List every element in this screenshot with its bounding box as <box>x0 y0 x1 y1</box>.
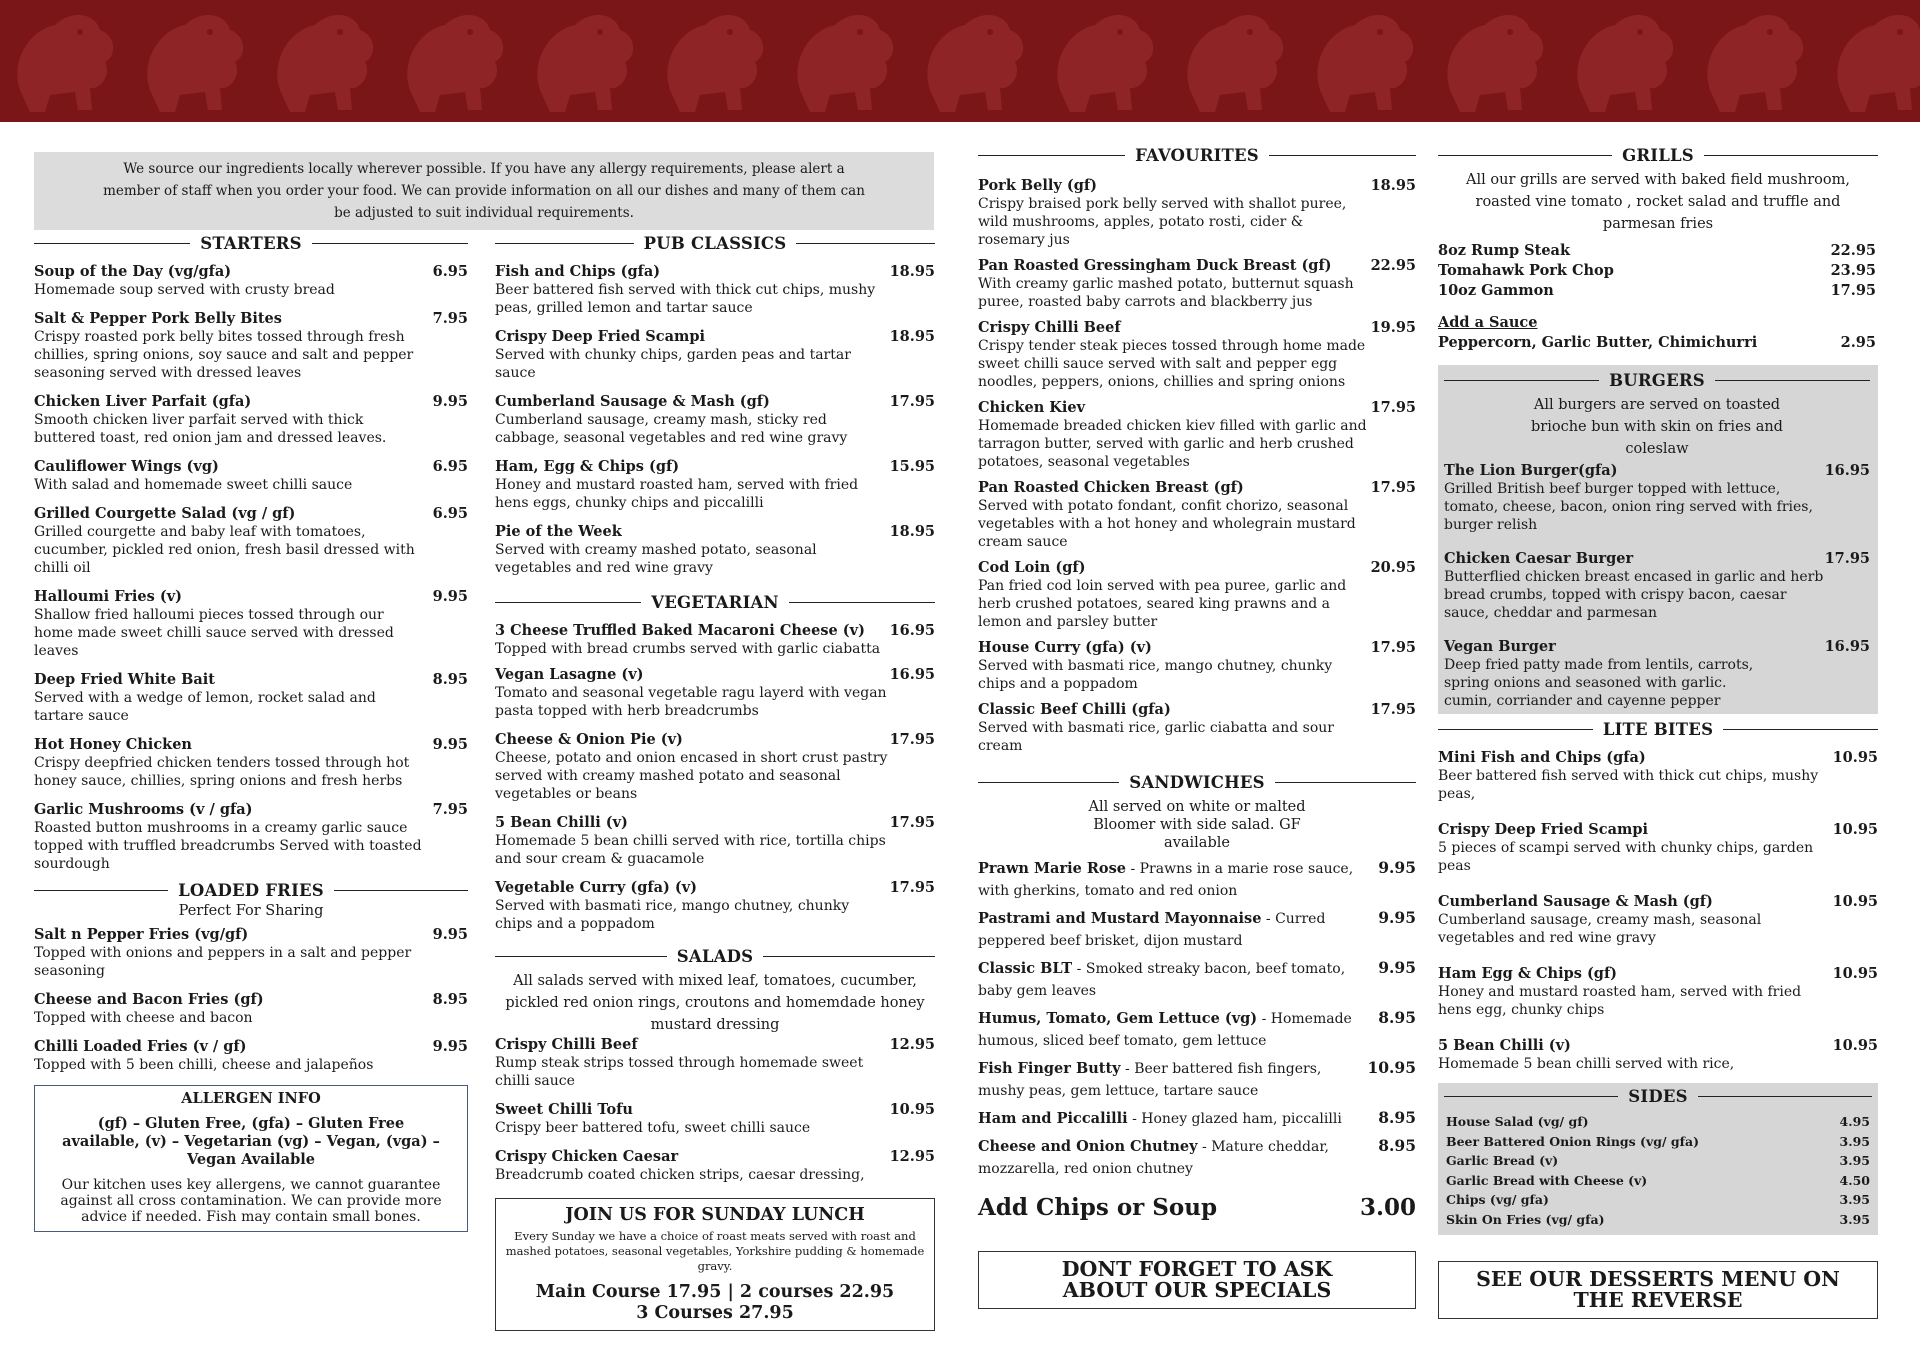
menu-item: Pork Belly (gf) 18.95 Crispy braised pork belly served with shallot puree, wild mushrooms, apples, potato rosti, cider & rosemary jus <box>978 177 1416 248</box>
side-item: Beer Battered Onion Rings (vg/ gfa) 3.95 <box>1446 1133 1870 1149</box>
menu-item: Vegan Lasagne (v) 16.95 Tomato and seasonal vegetable ragu layerd with vegan pasta topped with herb breadcrumbs <box>495 666 935 719</box>
grills-column <box>1438 146 1878 1319</box>
burgers-subtitle: All burgers are served on toasted brioche bun with skin on fries and coleslaw <box>1531 397 1783 457</box>
menu-item: Chicken Kiev 17.95 Homemade breaded chicken kiev filled with garlic and tarragon butter, served with garlic and herb crushed potatoes, seasonal vegetables <box>978 399 1416 470</box>
menu-item: Soup of the Day (vg/gfa) 6.95 Homemade soup served with crusty bread <box>34 263 468 298</box>
sunday-lunch-title: JOIN US FOR SUNDAY LUNCH <box>565 1205 865 1225</box>
sunday-lunch-box <box>495 1198 935 1331</box>
starters-column <box>34 220 468 1232</box>
menu-item: Pan Roasted Gressingham Duck Breast (gf) 22.95 With creamy garlic mashed potato, butternut squash puree, roasted baby carrots and blackberry jus <box>978 257 1416 310</box>
desserts-box: SEE OUR DESSERTS MENU ON THE REVERSE <box>1438 1261 1878 1319</box>
menu-item: Grilled Courgette Salad (vg / gf) 6.95 Grilled courgette and baby leaf with tomatoes, cucumber, pickled red onion, fresh basil dressed with chilli oil <box>34 505 468 576</box>
starters-header: STARTERS <box>34 234 468 253</box>
menu-item: Pie of the Week 18.95 Served with creamy mashed potato, seasonal vegetables and red wine gravy <box>495 523 935 576</box>
menu-item: 5 Bean Chilli (v) 17.95 Homemade 5 bean chilli served with rice, tortilla chips and sour cream & guacamole <box>495 814 935 867</box>
menu-item: Crispy Deep Fried Scampi 18.95 Served with chunky chips, garden peas and tartar sauce <box>495 328 935 381</box>
burgers-header: BURGERS <box>1444 371 1870 390</box>
menu-item: Cheese and Bacon Fries (gf) 8.95 Topped with cheese and bacon <box>34 991 468 1026</box>
menu-item: Chilli Loaded Fries (v / gf) 9.95 Topped with 5 been chilli, cheese and jalapeños <box>34 1038 468 1073</box>
sandwich-item: Ham and Piccalilli - Honey glazed ham, piccalilli 8.95 <box>978 1108 1416 1127</box>
vegetarian-header: VEGETARIAN <box>495 593 935 612</box>
sandwiches-subtitle: All served on white or malted Bloomer with side salad. GF available <box>1088 799 1306 851</box>
grill-item: Tomahawk Pork Chop 23.95 <box>1438 262 1876 279</box>
menu-item: Fish and Chips (gfa) 18.95 Beer battered fish served with thick cut chips, mushy peas, grilled lemon and tartar sauce <box>495 263 935 316</box>
sandwich-item: Humus, Tomato, Gem Lettuce (vg) - Homemade humous, sliced beef tomato, gem lettuce 8.95 <box>978 1008 1416 1049</box>
menu-item: Vegan Burger 16.95 Deep fried patty made from lentils, carrots, spring onions and seasoned with garlic. cumin, corriander and cayenne pepper <box>1444 638 1870 709</box>
loaded-fries-header: LOADED FRIES <box>34 881 468 900</box>
burgers-box <box>1438 365 1878 714</box>
sandwich-item: Prawn Marie Rose - Prawns in a marie rose sauce, with gherkins, tomato and red onion 9.95 <box>978 858 1416 899</box>
sandwich-item: Cheese and Onion Chutney - Mature cheddar, mozzarella, red onion chutney 8.95 <box>978 1136 1416 1177</box>
menu-item: Cumberland Sausage & Mash (gf) 10.95 Cumberland sausage, creamy mash, seasonal vegetables and red wine gravy <box>1438 893 1878 946</box>
menu-item: Sweet Chilli Tofu 10.95 Crispy beer battered tofu, sweet chilli sauce <box>495 1101 935 1136</box>
side-item: Skin On Fries (vg/ gfa) 3.95 <box>1446 1211 1870 1227</box>
add-chips-or-soup: Add Chips or Soup 3.00 <box>978 1194 1416 1221</box>
menu-item: The Lion Burger(gfa) 16.95 Grilled British beef burger topped with lettuce, tomato, cheese, bacon, onion ring served with fries, burger relish <box>1444 462 1870 533</box>
grill-item: 10oz Gammon 17.95 <box>1438 282 1876 299</box>
sauce-item: Peppercorn, Garlic Butter, Chimichurri 2.95 <box>1438 334 1876 351</box>
menu-item: Salt & Pepper Pork Belly Bites 7.95 Crispy roasted pork belly bites tossed through fresh chillies, spring onions, soy sauce and salt and pepper seasoning served with dressed leaves <box>34 310 468 381</box>
menu-item: Ham Egg & Chips (gf) 10.95 Honey and mustard roasted ham, served with fried hens egg, chunky chips <box>1438 965 1878 1018</box>
grills-header: GRILLS <box>1438 146 1878 165</box>
sunday-lunch-prices: Main Course 17.95 | 2 courses 22.95 <box>535 1282 895 1302</box>
pub-classics-column <box>495 220 935 1331</box>
grill-item: 8oz Rump Steak 22.95 <box>1438 242 1876 259</box>
menu-item: Ham, Egg & Chips (gf) 15.95 Honey and mustard roasted ham, served with fried hens eggs, chunky chips and piccalilli <box>495 458 935 511</box>
side-item: House Salad (vg/ gf) 4.95 <box>1446 1114 1870 1129</box>
sunday-lunch-prices-2: 3 Courses 27.95 <box>636 1303 794 1323</box>
menu-item: Pan Roasted Chicken Breast (gf) 17.95 Served with potato fondant, confit chorizo, seasonal vegetables with a hot honey and wholegrain mustard cream sauce <box>978 479 1416 550</box>
menu-item: Chicken Caesar Burger 17.95 Butterflied chicken breast encased in garlic and herb bread crumbs, topped with crispy bacon, caesar sauce, cheddar and parmesan <box>1444 550 1870 621</box>
pub-classics-header: PUB CLASSICS <box>495 234 935 253</box>
allergen-info-box <box>34 1085 468 1232</box>
sides-header: SIDES <box>1444 1087 1872 1106</box>
sourcing-notice: We source our ingredients locally wherever possible. If you have any allergy requirements, please alert a member of staff when you order your food. We can provide information on all our dishes and many of them can be adjusted to suit individual requirements. <box>34 152 934 230</box>
menu-item: Cumberland Sausage & Mash (gf) 17.95 Cumberland sausage, creamy mash, sticky red cabbage, seasonal vegetables and red wine gravy <box>495 393 935 446</box>
menu-item: Vegetable Curry (gfa) (v) 17.95 Served with basmati rice, mango chutney, chunky chips and a poppadom <box>495 879 935 932</box>
sandwiches-header: SANDWICHES <box>978 773 1416 792</box>
menu-item: Deep Fried White Bait 8.95 Served with a wedge of lemon, rocket salad and tartare sauce <box>34 671 468 724</box>
menu-item: Crispy Chilli Beef 12.95 Rump steak strips tossed through homemade sweet chilli sauce <box>495 1036 935 1089</box>
menu-item: Cheese & Onion Pie (v) 17.95 Cheese, potato and onion encased in short crust pastry served with creamy mashed potato and seasonal vegetables or beans <box>495 731 935 802</box>
allergen-title: ALLERGEN INFO <box>181 1090 321 1107</box>
add-sauce-label: Add a Sauce <box>1438 314 1538 331</box>
sides-box <box>1438 1083 1878 1235</box>
menu-item: House Curry (gfa) (v) 17.95 Served with basmati rice, mango chutney, chunky chips and a poppadom <box>978 639 1416 692</box>
side-item: Garlic Bread with Cheese (v) 4.50 <box>1446 1172 1870 1188</box>
lion-banner <box>0 0 1920 122</box>
allergen-key: (gf) – Gluten Free, (gfa) – Gluten Free available, (v) – Vegetarian (vg) – Vegan, (vga) – Vegan Available <box>62 1115 440 1168</box>
sandwich-item: Classic BLT - Smoked streaky bacon, beef tomato, baby gem leaves 9.95 <box>978 958 1416 999</box>
menu-item: Crispy Chicken Caesar 12.95 Breadcrumb coated chicken strips, caesar dressing, <box>495 1148 935 1183</box>
menu-item: Salt n Pepper Fries (vg/gf) 9.95 Topped with onions and peppers in a salt and pepper seasoning <box>34 926 468 979</box>
lite-bites-header: LITE BITES <box>1438 720 1878 739</box>
side-item: Chips (vg/ gfa) 3.95 <box>1446 1192 1870 1207</box>
menu-item: Crispy Chilli Beef 19.95 Crispy tender steak pieces tossed through home made sweet chilli sauce served with salt and pepper egg noodles, peppers, onions, chillies and spring onions <box>978 319 1416 390</box>
sandwich-item: Fish Finger Butty - Beer battered fish fingers, mushy peas, gem lettuce, tartare sauce 10.95 <box>978 1058 1416 1099</box>
column-starters <box>34 150 934 230</box>
favourites-column <box>978 146 1416 1309</box>
menu-item: Hot Honey Chicken 9.95 Crispy deepfried chicken tenders tossed through hot honey sauce, chillies, spring onions and fresh herbs <box>34 736 468 789</box>
lion-pattern-icon <box>0 0 1920 122</box>
menu-item: Mini Fish and Chips (gfa) 10.95 Beer battered fish served with thick cut chips, mushy peas, <box>1438 749 1878 802</box>
salads-subtitle: All salads served with mixed leaf, tomatoes, cucumber, pickled red onion rings, croutons and homemdade honey mustard dressing <box>505 973 925 1033</box>
grills-subtitle: All our grills are served with baked field mushroom, roasted vine tomato , rocket salad and truffle and parmesan fries <box>1466 172 1850 232</box>
favourites-header: FAVOURITES <box>978 146 1416 165</box>
menu-item: Garlic Mushrooms (v / gfa) 7.95 Roasted button mushrooms in a creamy garlic sauce topped with truffled breadcrumbs Served with toasted sourdough <box>34 801 468 872</box>
starters-list <box>34 263 468 873</box>
menu-item: Crispy Deep Fried Scampi 10.95 5 pieces of scampi served with chunky chips, garden peas <box>1438 821 1878 874</box>
allergen-text: Our kitchen uses key allergens, we cannot guarantee against all cross contamination. We can provide more advice if needed. Fish may contain small bones. <box>60 1177 442 1225</box>
menu-item: Classic Beef Chilli (gfa) 17.95 Served with basmati rice, garlic ciabatta and sour cream <box>978 701 1416 754</box>
side-item: Garlic Bread (v) 3.95 <box>1446 1153 1870 1168</box>
menu-item: Cod Loin (gf) 20.95 Pan fried cod loin served with pea puree, garlic and herb crushed potatoes, seared king prawns and a lemon and parsley butter <box>978 559 1416 630</box>
menu-item: 5 Bean Chilli (v) 10.95 Homemade 5 bean chilli served with rice, <box>1438 1037 1878 1072</box>
menu-item: Cauliflower Wings (vg) 6.95 With salad and homemade sweet chilli sauce <box>34 458 468 493</box>
specials-box: DONT FORGET TO ASK ABOUT OUR SPECIALS <box>978 1251 1416 1309</box>
salads-header: SALADS <box>495 947 935 966</box>
menu-item: 3 Cheese Truffled Baked Macaroni Cheese (v) 16.95 Topped with bread crumbs served with garlic ciabatta <box>495 622 935 657</box>
loaded-fries-subtitle: Perfect For Sharing <box>178 903 324 919</box>
sandwich-item: Pastrami and Mustard Mayonnaise - Curred peppered beef brisket, dijon mustard 9.95 <box>978 908 1416 949</box>
sunday-lunch-text: Every Sunday we have a choice of roast meats served with roast and mashed potatoes, seasonal vegetables, Yorkshire pudding & homemade gravy. <box>505 1229 925 1273</box>
menu-item: Halloumi Fries (v) 9.95 Shallow fried halloumi pieces tossed through our home made sweet chilli sauce served with dressed leaves <box>34 588 468 659</box>
menu-item: Chicken Liver Parfait (gfa) 9.95 Smooth chicken liver parfait served with thick buttered toast, red onion jam and dressed leaves. <box>34 393 468 446</box>
